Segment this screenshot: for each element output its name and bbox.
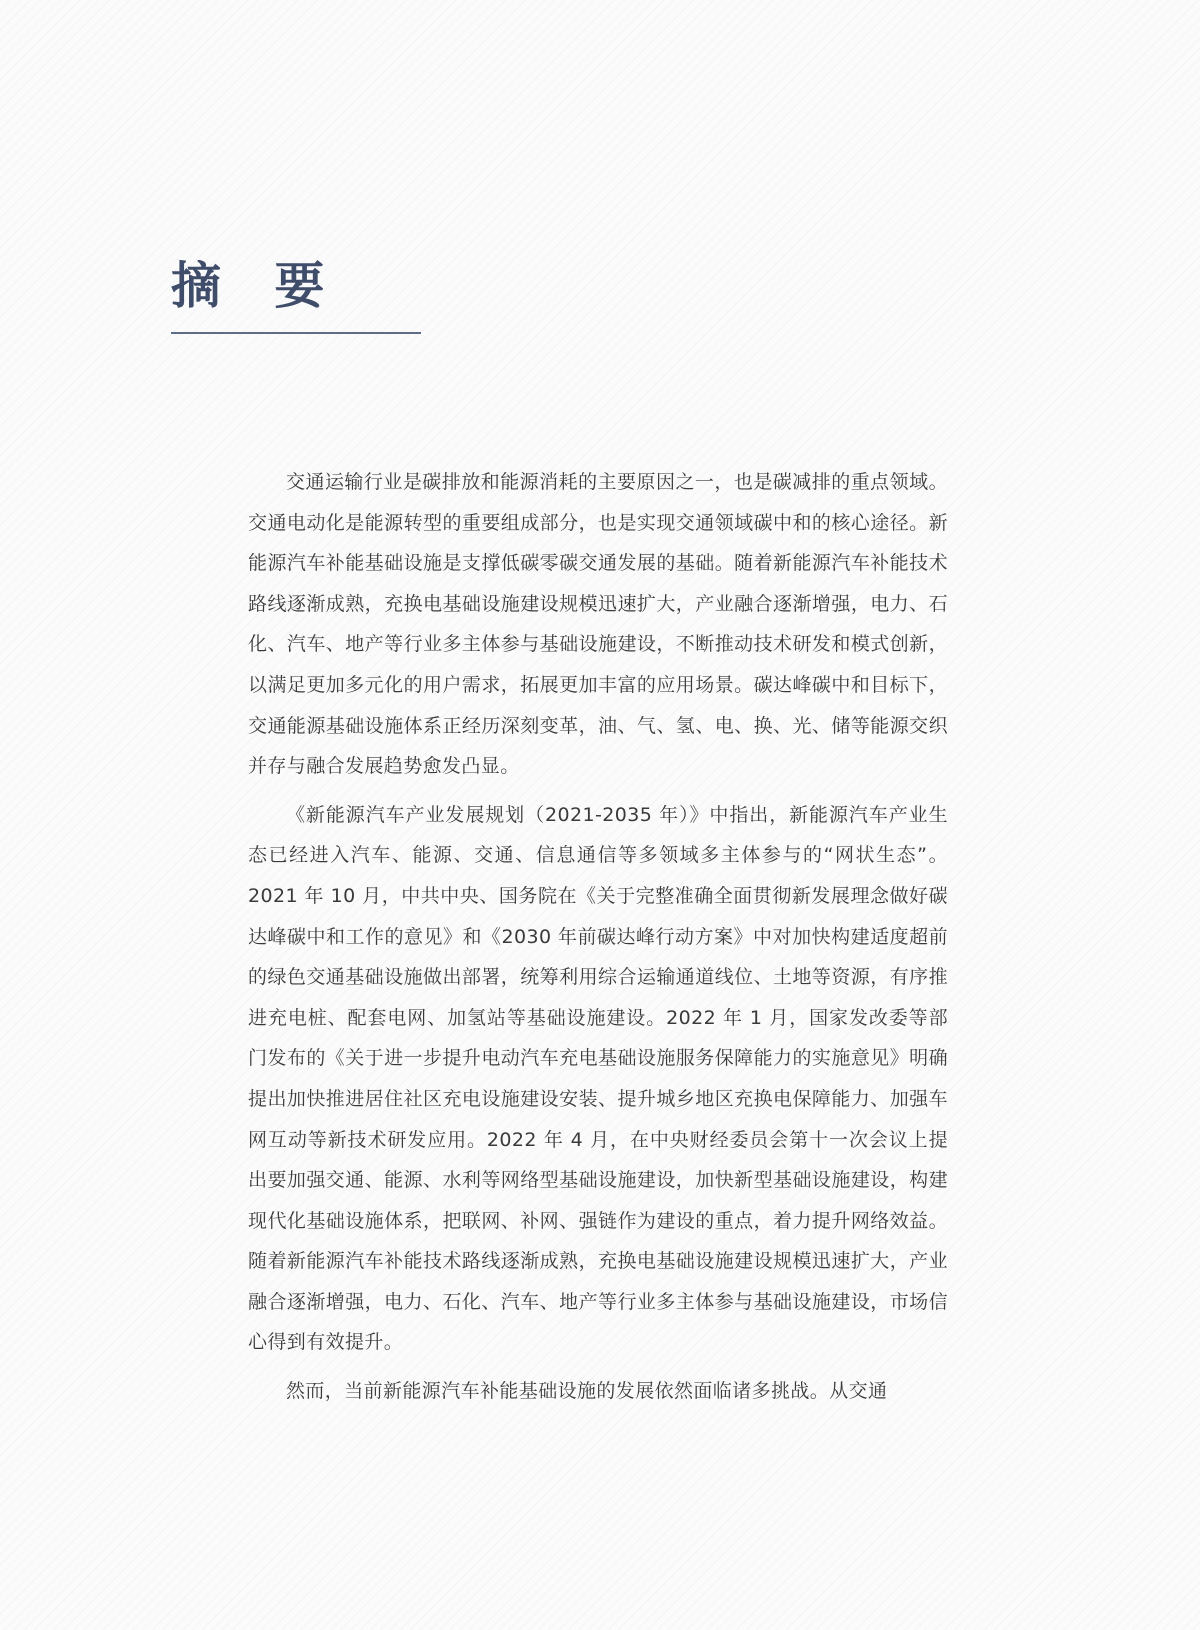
paragraph: 交通运输行业是碳排放和能源消耗的主要原因之一，也是碳减排的重点领域。交通电动化是能源转型的重要组成部分，也是实现交通领域碳中和的核心途径。新能源汽车补能基础设施是支撑低碳零碳交通发展的基础。随着新能源汽车补能技术路线逐渐成熟，充换电基础设施建设规模迅速扩大，产业融合逐渐增强，电力、石化、汽车、地产等行业多主体参与基础设施建设，不断推动技术研发和模式创新，以满足更加多元化的用户需求，拓展更加丰富的应用场景。碳达峰碳中和目标下，交通能源基础设施体系正经历深刻变革，油、气、氢、电、换、光、储等能源交织并存与融合发展趋势愈发凸显。 — [248, 471, 948, 778]
paragraph: 《新能源汽车产业发展规划（2021-2035 年）》中指出，新能源汽车产业生态已经进入汽车、能源、交通、信息通信等多领域多主体参与的“网状生态”。2021 年 10 月，中共中央、国务院在《关于完整准确全面贯彻新发展理念做好碳达峰碳中和工作的意见》和《2030 年前碳达峰行动方案》中对加快构建适度超前的绿色交通基础设施做出部署，统筹利用综合运输通道线位、土地等资源，有序推进充电桩、配套电网、加氢站等基础设施建设。2022 年 1 月，国家发改委等部门发布的《关于进一步提升电动汽车充电基础设施服务保障能力的实施意见》明确提出加快推进居住社区充电设施建设安装、提升城乡地区充换电保障能力、加强车网互动等新技术研发应用。2022 年 4 月，在中央财经委员会第十一次会议上提出要加强交通、能源、水利等网络型基础设施建设，加快新型基础设施建设，构建现代化基础设施体系，把联网、补网、强链作为建设的重点，着力提升网络效益。随着新能源汽车补能技术路线逐渐成熟，充换电基础设施建设规模迅速扩大，产业融合逐渐增强，电力、石化、汽车、地产等行业多主体参与基础设施建设，市场信心得到有效提升。 — [248, 803, 948, 1354]
page-title: 摘 要 — [171, 257, 343, 315]
title-block — [171, 250, 421, 334]
body-text — [248, 462, 948, 1420]
paragraph: 然而，当前新能源汽车补能基础设施的发展依然面临诸多挑战。从交通 — [286, 1380, 888, 1403]
title-underline — [171, 332, 421, 334]
